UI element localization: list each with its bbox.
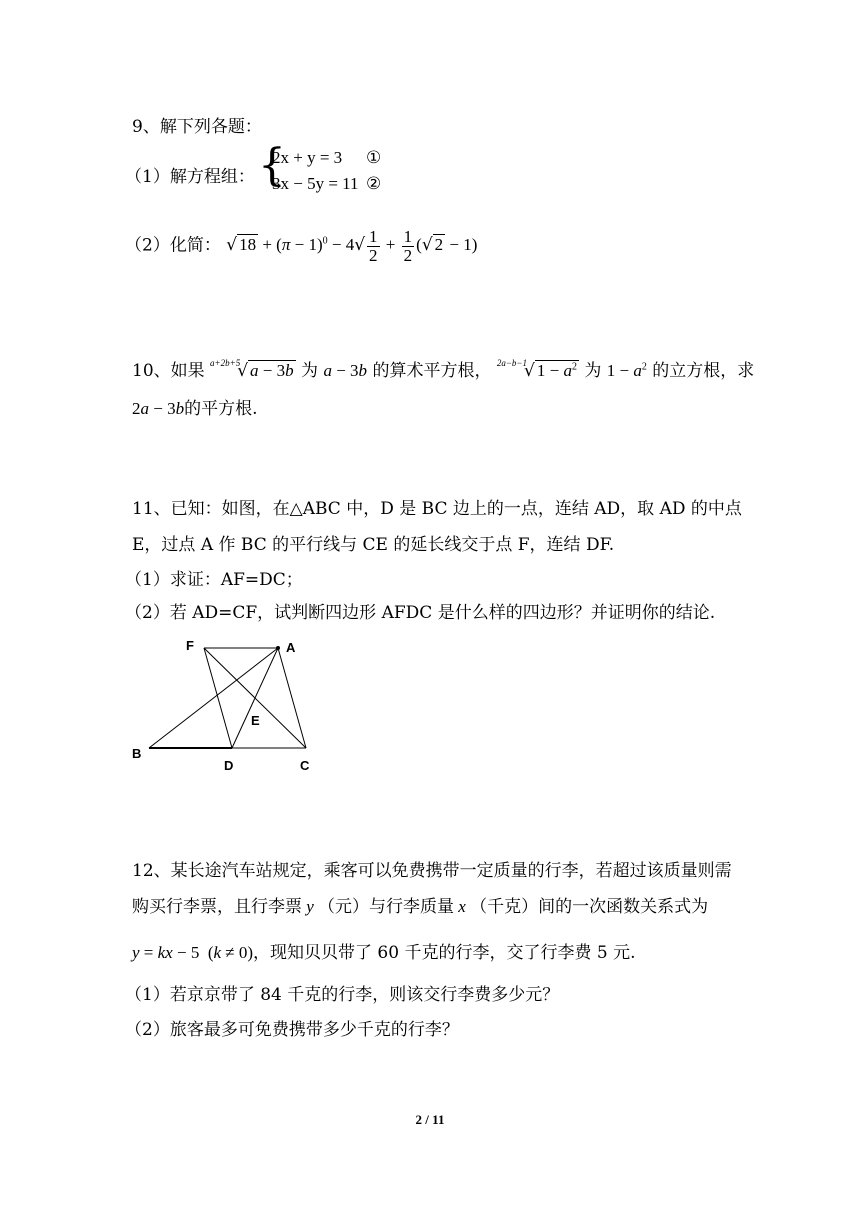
equation-2-mark: ② [366, 174, 382, 193]
q12-line2: 购买行李票，且行李票 y （元）与行李质量 x （千克）间的一次函数关系式为 [132, 897, 709, 917]
equation-1-mark: ① [366, 148, 382, 167]
q10-line2: 2a − 3b的平方根. [132, 399, 258, 419]
q11-part2: （2）若 AD=CF，试判断四边形 AFDC 是什么样的四边形？并证明你的结论. [125, 603, 716, 623]
root-expression-2: $^{2a-b-1}$√ $1 - a^2$ [496, 358, 577, 381]
simplify-expression: √ $18 + (\pi - 1)^0 - 4√$ $\frac{1}{2}$ + $\frac{1}{2}$ (√ 2 − 1) [226, 227, 478, 265]
equation-2: 3x − 5y = 11 [272, 174, 359, 193]
segment-fd [204, 648, 232, 748]
q11-line1: 11、已知：如图，在△ABC 中，D 是 BC 边上的一点，连结 AD，取 AD 的中点 [132, 499, 742, 519]
page-number: 2 / 11 [415, 1112, 445, 1127]
segment-fc [204, 648, 306, 748]
segment-ba [149, 648, 278, 748]
q12-line3: y = kx − 5 (k ≠ 0)，现知贝贝带了 60 千克的行李，交了行李费 5 元. [132, 943, 636, 963]
q9-part1-prefix: （1）解方程组： [125, 167, 255, 187]
q9-part2 [125, 228, 477, 265]
label-a: A [286, 640, 296, 655]
q11-line2: E，过点 A 作 BC 的平行线与 CE 的延长线交于点 F，连结 DF. [132, 535, 615, 555]
q12-part2: （2）旅客最多可免费携带多少千克的行李？ [125, 1020, 459, 1040]
label-d: D [224, 758, 234, 773]
q10-line1: 10、如果 $^{a+2b+5}$√ a − 3b 为 a − 3b 的算术平方根， $^{2a-b-1}$√ $1 - a^2$ 为 $1 - a^2$ 的立方根，求 [132, 358, 755, 381]
root-expression-1: $^{a+2b+5}$√ a − 3b [210, 358, 294, 381]
q12-part1: （1）若京京带了 84 千克的行李，则该交行李费多少元？ [125, 985, 560, 1005]
label-b: B [132, 746, 142, 761]
q11-part1: （1）求证：AF=DC； [125, 570, 303, 590]
segment-ac [278, 648, 306, 748]
q9-title: 9、解下列各题： [132, 117, 262, 137]
label-c: C [300, 758, 310, 773]
label-f: F [186, 638, 194, 653]
equation-1: 2x + y = 3 [272, 148, 343, 167]
brace-icon: { [258, 140, 286, 191]
q12-line1: 12、某长途汽车站规定，乘客可以免费携带一定质量的行李，若超过该质量则需 [132, 861, 732, 881]
label-e: E [251, 713, 260, 728]
geometry-figure [126, 630, 326, 775]
q9-part2-prefix: （2）化简： [125, 235, 221, 256]
